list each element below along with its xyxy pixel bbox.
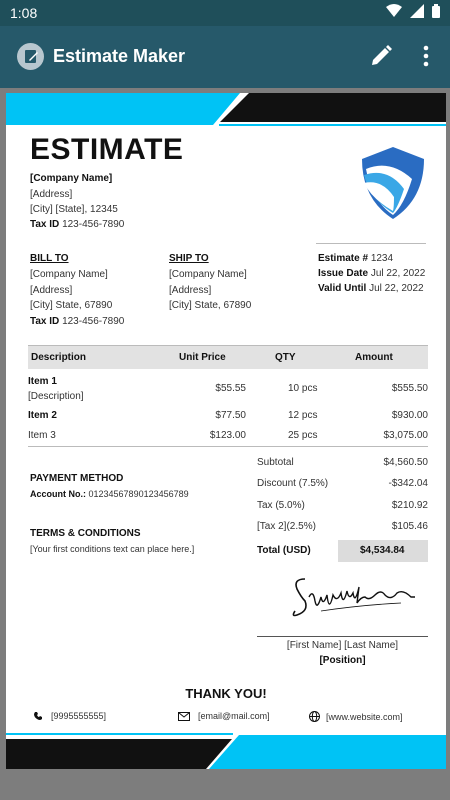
estimate-number-label: Estimate #: [318, 253, 369, 264]
bill-to-city: [City] State, 67890: [30, 300, 113, 311]
more-vertical-icon: [418, 42, 434, 70]
row-unit-price: $55.55: [215, 383, 246, 394]
column-header-description: Description: [31, 352, 87, 363]
company-logo-icon: [360, 145, 426, 221]
row-qty: 12 pcs: [288, 410, 318, 421]
status-icons: [386, 4, 440, 18]
column-header-qty: QTY: [275, 352, 296, 363]
signature-image: [291, 567, 421, 625]
wifi-icon: [386, 4, 402, 18]
ship-to-heading: SHIP TO: [169, 253, 209, 264]
items-table-header: [28, 345, 428, 369]
subtotal-value: $4,560.50: [383, 457, 428, 468]
bottom-decoration: [6, 733, 446, 769]
company-city: [City] [State], 12345: [30, 204, 118, 215]
payment-method-heading: PAYMENT METHOD: [30, 473, 124, 484]
app-title: Estimate Maker: [53, 46, 186, 66]
payment-account-value: 01234567890123456789: [88, 489, 189, 499]
estimate-document: [6, 93, 446, 769]
tax-value: $210.92: [391, 500, 428, 511]
pen-icon: [367, 42, 395, 70]
company-name: [Company Name]: [30, 173, 113, 184]
column-header-amount: Amount: [355, 352, 393, 363]
terms-text: [Your first conditions text can place here.]: [30, 544, 195, 554]
row-unit-price: $77.50: [215, 410, 246, 421]
company-tax: [30, 219, 124, 230]
bill-to-address: [Address]: [30, 285, 73, 296]
bill-to-heading: BILL TO: [30, 253, 69, 264]
battery-icon: [432, 4, 440, 18]
discount-value: -$342.04: [388, 478, 428, 489]
company-tax-value: 123-456-7890: [62, 219, 125, 230]
terms-heading: TERMS & CONDITIONS: [30, 528, 141, 539]
valid-until: [318, 283, 424, 294]
issue-date-value: Jul 22, 2022: [370, 268, 426, 279]
row-item: Item 3: [28, 430, 56, 441]
discount-label: Discount (7.5%): [257, 478, 329, 489]
ship-to-address: [Address]: [169, 285, 212, 296]
bill-to-name: [Company Name]: [30, 269, 108, 280]
contact-website-value: [www.website.com]: [326, 711, 403, 722]
contact-phone: [33, 711, 106, 721]
payment-account-label: Account No.:: [30, 489, 86, 499]
company-tax-label: Tax ID: [30, 219, 60, 230]
column-header-unit-price: Unit Price: [179, 352, 226, 363]
valid-until-label: Valid Until: [318, 283, 367, 294]
signer-name: [First Name] [Last Name]: [286, 640, 399, 651]
bill-to-tax: [30, 316, 124, 327]
row-description: [Description]: [28, 391, 84, 402]
thank-you-text: THANK YOU!: [185, 686, 267, 701]
edit-button[interactable]: [367, 42, 395, 70]
row-qty: 25 pcs: [288, 430, 318, 441]
top-decoration: [6, 93, 446, 127]
bill-to-tax-value: 123-456-7890: [62, 316, 125, 327]
globe-icon: [309, 711, 320, 722]
contact-email: [178, 711, 270, 721]
row-item: Item 1: [28, 376, 57, 387]
row-amount: $555.50: [391, 383, 428, 394]
contact-website: [309, 711, 403, 722]
valid-until-value: Jul 22, 2022: [369, 283, 424, 294]
row-item: Item 2: [28, 410, 57, 421]
ship-to-city: [City] State, 67890: [169, 300, 252, 311]
signer-position: [Position]: [319, 655, 366, 666]
issue-date-label: Issue Date: [318, 268, 369, 279]
phone-icon: [33, 711, 43, 721]
issue-date: [318, 268, 425, 279]
bill-to-tax-label: Tax ID: [30, 316, 60, 327]
overflow-menu-button[interactable]: [418, 42, 434, 70]
app-logo-icon: [17, 43, 44, 70]
company-address: [Address]: [30, 189, 73, 200]
row-amount: $3,075.00: [383, 430, 428, 441]
signature-line: [257, 636, 428, 637]
header-divider: [316, 243, 426, 244]
row-unit-price: $123.00: [209, 430, 246, 441]
total-box: [338, 540, 428, 562]
row-qty: 10 pcs: [288, 383, 318, 394]
tax-label: Tax (5.0%): [257, 500, 305, 511]
estimate-number: [318, 253, 393, 264]
row-amount: $930.00: [391, 410, 428, 421]
table-bottom-divider: [28, 446, 428, 447]
contact-phone-value: [9995555555]: [51, 711, 107, 721]
ship-to-name: [Company Name]: [169, 269, 247, 280]
total-value: $4,534.84: [360, 545, 405, 556]
contact-email-value: [email@mail.com]: [198, 711, 270, 721]
tax2-value: $105.46: [391, 521, 428, 532]
estimate-number-value: 1234: [370, 253, 394, 264]
status-time: 1:08: [10, 5, 38, 21]
status-bar: [0, 0, 450, 26]
cellular-signal-icon: [410, 4, 424, 18]
email-icon: [178, 712, 190, 721]
total-label: Total (USD): [257, 545, 311, 556]
document-title: ESTIMATE: [30, 133, 184, 166]
app-bar: [0, 26, 450, 88]
payment-account: [30, 489, 189, 499]
subtotal-label: Subtotal: [257, 457, 294, 468]
tax2-label: [Tax 2](2.5%): [257, 521, 316, 532]
